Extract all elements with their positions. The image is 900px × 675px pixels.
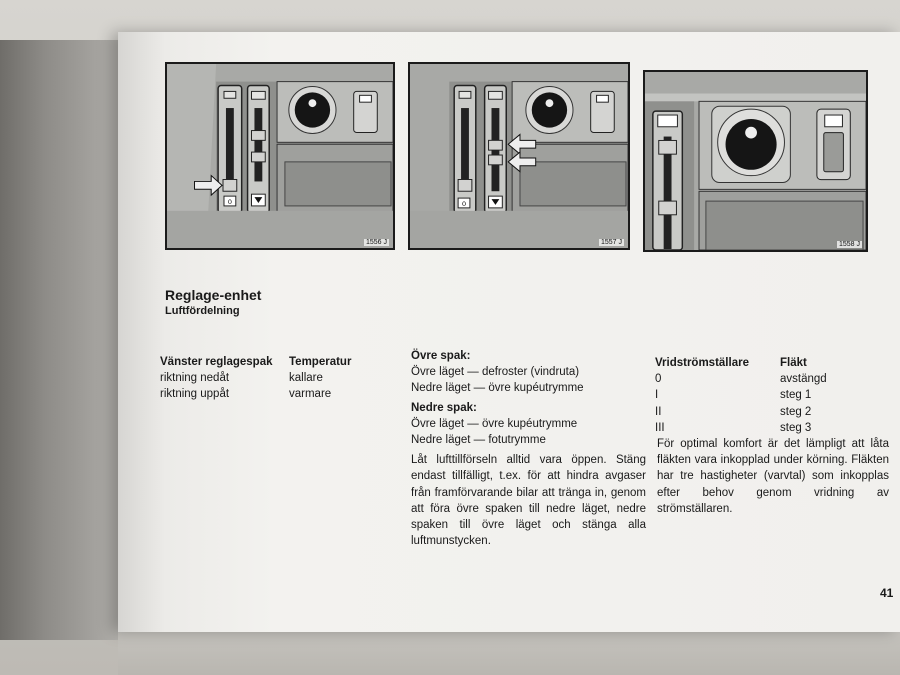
lower-lever-line: Nedre läget — fotutrymme bbox=[411, 434, 546, 447]
fan-row-left: II bbox=[655, 405, 662, 418]
fan-row-left: III bbox=[655, 421, 665, 434]
temperature-value-column bbox=[289, 354, 404, 403]
section-subtitle: Luftfördelning bbox=[165, 305, 240, 317]
lever-description-column bbox=[411, 348, 646, 549]
figure-number: 1557 J bbox=[600, 239, 622, 246]
fan-row-right: avstängd bbox=[780, 373, 827, 386]
air-supply-paragraph: Låt lufttillförseln alltid vara öppen. Stäng endast tillfälligt, t.ex. för att hindra avgaser från framförvarande bilar att tränga in, genom att föra övre spaken till nedre läget, nedre spaken till övre läget och stänga alla luftmunstycken. bbox=[411, 454, 646, 548]
section-title: Reglage-enhet bbox=[165, 287, 262, 303]
lower-lever-line: Övre läget — övre kupéutrymme bbox=[411, 417, 578, 430]
control-unit-illustration bbox=[167, 64, 393, 248]
figure-1557 bbox=[408, 62, 630, 250]
fan-row-right: steg 2 bbox=[780, 405, 812, 418]
figure-1558 bbox=[643, 70, 868, 252]
fan-header-left: Vridströmställare bbox=[655, 357, 749, 369]
temperature-row-right: kallare bbox=[289, 372, 323, 385]
left-page-edge bbox=[0, 40, 130, 640]
svg-text:0: 0 bbox=[227, 198, 232, 206]
temperature-header-right: Temperatur bbox=[289, 356, 352, 368]
temperature-row-left: riktning nedåt bbox=[160, 372, 230, 385]
fan-row-left: 0 bbox=[655, 373, 662, 386]
upper-lever-line: Nedre läget — övre kupéutrymme bbox=[411, 382, 584, 395]
figure-number: 1556 J bbox=[365, 239, 387, 246]
upper-lever-line: Övre läget — defroster (vindruta) bbox=[411, 366, 580, 379]
figure-1556 bbox=[165, 62, 395, 250]
figure-number: 1558 J bbox=[838, 241, 860, 248]
fan-speed-column bbox=[780, 355, 880, 436]
fan-switch-column bbox=[655, 355, 780, 436]
fan-switch-illustration bbox=[645, 72, 866, 250]
temperature-header-left: Vänster reglagespak bbox=[160, 356, 273, 368]
upper-lever-title: Övre spak: bbox=[411, 350, 471, 362]
page-number: 41 bbox=[880, 586, 894, 600]
fan-header-right: Fläkt bbox=[780, 357, 807, 369]
fan-row-right: steg 1 bbox=[780, 389, 812, 402]
temperature-row-left: riktning uppåt bbox=[160, 388, 230, 401]
svg-text:0: 0 bbox=[462, 200, 466, 208]
lower-lever-title: Nedre spak: bbox=[411, 401, 477, 414]
temperature-lever-column bbox=[160, 354, 285, 403]
temperature-row-right: varmare bbox=[289, 388, 332, 401]
fan-comfort-paragraph: För optimal komfort är det lämpligt att låta fläkten vara inkopplad under körning. Fläkten har tre hastigheter (varvtal) som inkopplas efter behov genom vridning av strömställaren. bbox=[657, 438, 889, 515]
fan-row-right: steg 3 bbox=[780, 421, 812, 434]
control-unit-illustration bbox=[410, 64, 628, 248]
fan-row-left: I bbox=[655, 389, 659, 402]
